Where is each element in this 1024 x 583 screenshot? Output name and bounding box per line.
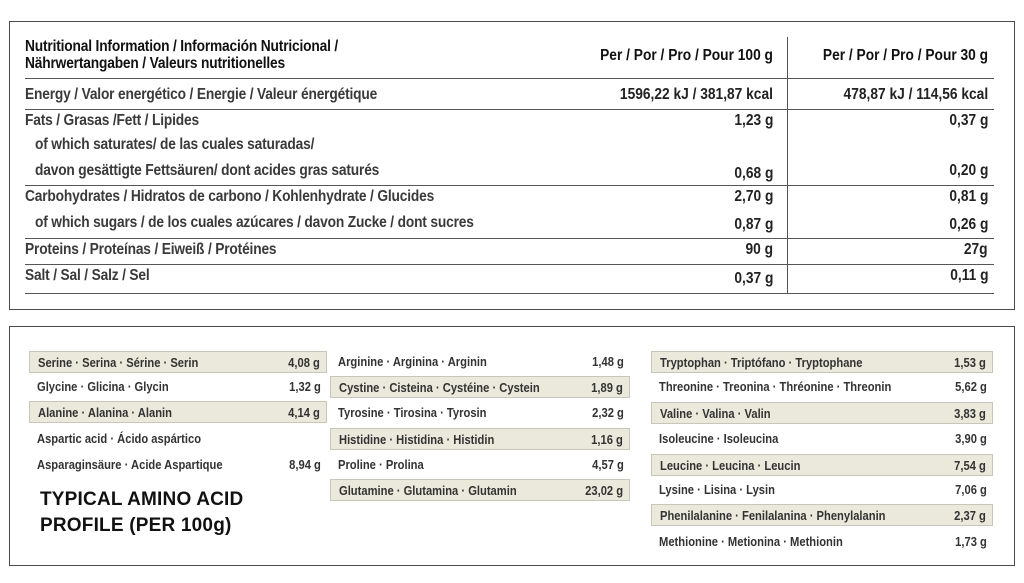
amino-name: Isoleucine · Isoleucina [659,431,779,446]
amino-name: Phenilalanine · Fenilalanina · Phenylalanin [660,508,886,523]
header-per-100g: Per / Por / Pro / Pour 100 g [600,47,773,64]
nutrition-title-line2: Nährwertangaben / Valeurs nutritionelles [25,55,285,72]
amino-row [330,479,630,501]
amino-title-line1: TYPICAL AMINO ACID [40,489,244,510]
amino-name: Asparaginsäure · Acide Aspartique [37,457,223,472]
row-label: Energy / Valor energético / Energie / Valeur énergétique [25,86,378,103]
nutrition-header-row [25,38,994,74]
amino-name: Valine · Valina · Valin [660,406,771,421]
amino-row [651,376,993,398]
row-value-100g: 0,68 g [733,165,773,182]
amino-value: 1,32 g [289,379,321,394]
amino-value: 4,08 g [288,355,320,370]
row-value-100g: 0,87 g [733,216,773,233]
nutrition-table [9,21,1015,310]
amino-row [330,376,630,398]
amino-acid-table [9,326,1015,566]
amino-row [651,479,993,501]
amino-row [330,351,630,373]
amino-value: 3,83 g [954,406,986,421]
row-salt [25,267,994,289]
row-label: Carbohydrates / Hidratos de carbono / Kohlenhydrate / Glucides [25,188,435,205]
divider [25,238,994,239]
amino-value: 2,37 g [954,508,986,523]
row-value-100g: 90 g [745,241,773,258]
row-label: davon gesättigte Fettsäuren/ dont acides gras saturés [35,162,380,179]
amino-row [651,504,993,526]
amino-row [330,428,630,450]
row-value-30g: 478,87 kJ / 114,56 kcal [843,86,988,103]
row-value-100g: 2,70 g [733,188,773,205]
amino-name: Lysine · Lisina · Lysin [659,482,775,497]
divider [25,185,994,186]
amino-row [29,351,327,373]
divider [25,293,994,294]
row-value-30g: 0,11 g [949,267,988,284]
amino-name: Tryptophan · Triptófano · Tryptophane [660,355,863,370]
amino-name: Tyrosine · Tirosina · Tyrosin [338,405,487,420]
amino-row [651,531,993,553]
amino-row [651,454,993,476]
row-saturates-line1 [25,136,994,158]
amino-row [651,428,993,450]
row-label: Fats / Grasas /Fett / Lipides [25,112,199,129]
row-value-30g: 0,20 g [948,162,988,179]
amino-value: 1,16 g [591,432,623,447]
row-value-100g: 0,37 g [733,270,773,287]
row-fats [25,112,994,134]
amino-row [651,402,993,424]
amino-value: 23,02 g [585,483,623,498]
amino-value: 2,32 g [592,405,624,420]
amino-value: 4,14 g [288,405,320,420]
amino-row [29,401,327,423]
amino-name: Threonine · Treonina · Thréonine · Threonin [659,379,892,394]
amino-name: Cystine · Cisteina · Cystéine · Cystein [339,380,540,395]
amino-name: Alanine · Alanina · Alanin [38,405,172,420]
amino-row [330,454,630,476]
amino-row [330,402,630,424]
row-value-30g: 27g [964,241,988,258]
amino-name: Glutamine · Glutamina · Glutamin [339,483,517,498]
row-carbohydrates [25,188,994,210]
amino-value: 8,94 g [289,457,321,472]
amino-profile-title [40,487,243,539]
row-sugars [25,214,994,236]
amino-value: 5,62 g [955,379,987,394]
divider [25,78,994,79]
row-label: of which saturates/ de las cuales saturadas/ [35,136,315,153]
row-label: of which sugars / de los cuales azúcares / davon Zucke / dont sucres [35,214,474,231]
amino-value: 1,53 g [954,355,986,370]
row-value-100g: 1,23 g [733,112,773,129]
row-saturates [25,162,994,184]
amino-row [29,376,327,398]
row-value-100g: 1596,22 kJ / 381,87 kcal [619,86,773,103]
row-label: Salt / Sal / Salz / Sel [25,267,150,284]
amino-value: 7,06 g [955,482,987,497]
row-proteins [25,241,994,263]
amino-value: 7,54 g [954,458,986,473]
amino-row [29,428,327,450]
amino-row [651,351,993,373]
nutrition-title [25,38,338,72]
amino-name: Serine · Serina · Sérine · Serin [38,355,199,370]
amino-value: 1,48 g [592,354,624,369]
row-value-30g: 0,37 g [948,112,988,129]
amino-value: 3,90 g [955,431,987,446]
amino-name: Aspartic acid · Ácido aspártico [37,431,202,446]
divider [25,109,994,110]
amino-name: Glycine · Glicina · Glycin [37,379,169,394]
amino-name: Histidine · Histidina · Histidin [339,432,495,447]
divider [25,264,994,265]
amino-name: Leucine · Leucina · Leucin [660,458,801,473]
amino-name: Arginine · Arginina · Arginin [338,354,487,369]
amino-value: 1,89 g [591,380,623,395]
nutrition-title-line1: Nutritional Information / Información Nutricional / [25,38,339,55]
row-value-30g: 0,81 g [948,188,988,205]
row-energy [25,86,994,108]
amino-row [29,454,327,476]
amino-title-line2: PROFILE (PER 100g) [40,515,232,536]
amino-name: Proline · Prolina [338,457,424,472]
amino-value: 1,73 g [955,534,987,549]
amino-value: 4,57 g [592,457,624,472]
amino-name: Methionine · Metionina · Methionin [659,534,843,549]
row-value-30g: 0,26 g [948,216,988,233]
header-per-30g: Per / Por / Pro / Pour 30 g [822,47,988,64]
row-label: Proteins / Proteínas / Eiweiß / Protéines [25,241,277,258]
